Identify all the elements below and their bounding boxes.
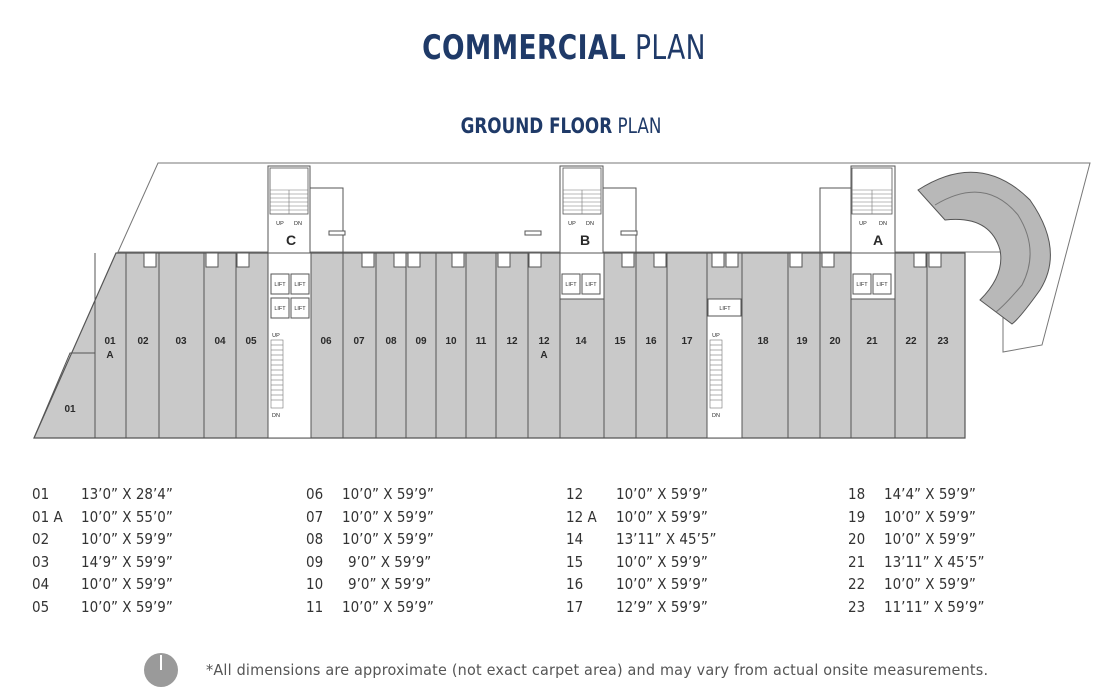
unit-label: 12 [538, 336, 550, 347]
unit-number: 03 [32, 552, 50, 571]
unit-size: 13’11” X 45’5” [616, 530, 717, 548]
lift-label: LIFT [294, 282, 306, 288]
unit-size: 10’0” X 59’9” [616, 507, 708, 526]
unit-number: 15 [566, 552, 584, 571]
unit-label: 18 [757, 336, 769, 347]
unit-label: 16 [645, 336, 657, 347]
dimension-row [306, 483, 434, 506]
disclaimer-note: *All dimensions are approximate (not exact carpet area) and may vary from actual onsite measurements. [206, 661, 989, 679]
unit-size: 10’0” X 59’9” [616, 552, 708, 571]
unit-number: 10 [306, 575, 324, 593]
lift-label: LIFT [719, 306, 731, 312]
unit-number: 09 [306, 552, 324, 571]
stair-dn-label: DN [294, 221, 302, 227]
unit-size: 10’0” X 59’9” [81, 575, 173, 593]
dimension-row [566, 506, 708, 529]
unit-size: 9’0” X 59’9” [348, 575, 432, 593]
unit-size: 10’0” X 59’9” [342, 507, 434, 526]
unit-label: 03 [175, 336, 187, 347]
dimension-row [566, 551, 708, 574]
dimension-row [306, 506, 434, 529]
unit-size: 10’0” X 59’9” [884, 575, 976, 593]
unit-number: 07 [306, 507, 324, 526]
title-light: PLAN [634, 28, 706, 68]
unit-label: 11 [475, 336, 487, 347]
dimension-row [32, 573, 173, 596]
unit-label: 02 [137, 336, 149, 347]
dimension-row [848, 483, 976, 506]
dimension-row [848, 528, 976, 551]
unit-label: 06 [320, 336, 332, 347]
unit-number: 05 [32, 597, 50, 616]
lift-label: LIFT [565, 282, 577, 288]
stair-up-label: UP [568, 221, 576, 227]
unit-size: 10’0” X 59’9” [342, 597, 434, 616]
stair-dn-label: DN [586, 221, 594, 227]
core-label-c: C [285, 232, 297, 248]
unit-label: A [540, 350, 548, 361]
unit-label: 04 [214, 336, 226, 347]
stair-dn-label: DN [272, 413, 280, 419]
dimensions-column-4 [848, 483, 985, 618]
unit-size: 10’0” X 59’9” [884, 507, 976, 526]
dimensions-column-3 [566, 483, 717, 618]
stair-dn-label: DN [879, 221, 887, 227]
core-label-b: B [579, 232, 591, 248]
unit-label: 17 [681, 336, 693, 347]
unit-size: 14’4” X 59’9” [884, 485, 976, 503]
unit-size: 12’9” X 59’9” [616, 597, 708, 616]
lift-label: LIFT [274, 282, 286, 288]
dimension-row [32, 596, 173, 619]
stair-up-label: UP [276, 221, 284, 227]
unit-size: 10’0” X 59’9” [81, 597, 173, 616]
unit-size: 13’0” X 28’4” [81, 485, 173, 503]
stair-up-label: UP [712, 333, 720, 339]
unit-label: 20 [829, 336, 841, 347]
unit-label: A [106, 350, 114, 361]
unit-label: 14 [575, 336, 587, 347]
floor-title-light: PLAN [617, 114, 662, 138]
dimension-row [566, 573, 708, 596]
dimension-row [306, 573, 432, 596]
unit-number: 12 [566, 485, 584, 503]
lift-label: LIFT [876, 282, 888, 288]
dimension-row [32, 551, 173, 574]
lift-label: LIFT [294, 306, 306, 312]
dimension-row [848, 573, 976, 596]
unit-label: 15 [614, 336, 626, 347]
stair-up-label: UP [859, 221, 867, 227]
unit-number: 04 [32, 575, 50, 593]
unit-size: 13’11” X 45’5” [884, 552, 985, 571]
compass-icon [143, 652, 179, 688]
unit-label: 12 [506, 336, 518, 347]
unit-number: 16 [566, 575, 584, 593]
core-label-a: A [872, 232, 884, 248]
unit-size: 10’0” X 59’9” [81, 530, 173, 548]
dimension-row [848, 596, 985, 619]
unit-number: 01 [32, 485, 50, 503]
unit-label: 21 [866, 336, 878, 347]
unit-size: 10’0” X 59’9” [616, 575, 708, 593]
lift-label: LIFT [274, 306, 286, 312]
unit-size: 11’11” X 59’9” [884, 597, 985, 616]
unit-label: 10 [445, 336, 457, 347]
unit-label: 09 [415, 336, 427, 347]
page-title [124, 28, 1004, 68]
floor-title [112, 114, 1010, 138]
dimensions-column-2 [306, 483, 434, 618]
unit-label: 01 [64, 404, 76, 415]
dimension-row [848, 506, 976, 529]
unit-size: 10’0” X 59’9” [342, 530, 434, 548]
unit-number: 08 [306, 530, 324, 548]
unit-label: 19 [796, 336, 808, 347]
unit-number: 12 A [566, 507, 597, 526]
unit-label: 07 [353, 336, 365, 347]
ground-floor-plan [0, 150, 1104, 450]
floor-title-bold: GROUND FLOOR [460, 114, 613, 138]
stair-dn-label: DN [712, 413, 720, 419]
unit-number: 22 [848, 575, 866, 593]
unit-size: 10’0” X 59’9” [884, 530, 976, 548]
lift-label: LIFT [856, 282, 868, 288]
dimensions-column-1 [32, 483, 173, 618]
unit-number: 23 [848, 597, 866, 616]
unit-number: 02 [32, 530, 50, 548]
unit-label: 08 [385, 336, 397, 347]
dimension-row [566, 596, 708, 619]
unit-number: 21 [848, 552, 866, 571]
unit-number: 06 [306, 485, 324, 503]
unit-size: 10’0” X 59’9” [342, 485, 434, 503]
lift-label: LIFT [585, 282, 597, 288]
unit-number: 01 A [32, 507, 63, 526]
unit-size: 10’0” X 55’0” [81, 507, 173, 526]
unit-number: 11 [306, 597, 324, 616]
dimension-row [306, 596, 434, 619]
stair-up-label: UP [272, 333, 280, 339]
dimension-row [848, 551, 985, 574]
unit-number: 19 [848, 507, 866, 526]
unit-number: 14 [566, 530, 584, 548]
shop-block [34, 253, 965, 438]
unit-number: 17 [566, 597, 584, 616]
title-bold: COMMERCIAL [422, 28, 627, 68]
dimension-row [306, 551, 432, 574]
unit-number: 18 [848, 485, 866, 503]
dimension-row [32, 483, 173, 506]
dimension-row [566, 528, 717, 551]
unit-size: 10’0” X 59’9” [616, 485, 708, 503]
unit-size: 9’0” X 59’9” [348, 552, 432, 571]
dimension-row [32, 506, 173, 529]
unit-label: 23 [937, 336, 949, 347]
unit-label: 05 [245, 336, 257, 347]
dimension-row [306, 528, 434, 551]
unit-label: 01 [104, 336, 116, 347]
unit-size: 14’9” X 59’9” [81, 552, 173, 571]
unit-number: 20 [848, 530, 866, 548]
dimension-row [566, 483, 708, 506]
dimension-row [32, 528, 173, 551]
unit-label: 22 [905, 336, 917, 347]
